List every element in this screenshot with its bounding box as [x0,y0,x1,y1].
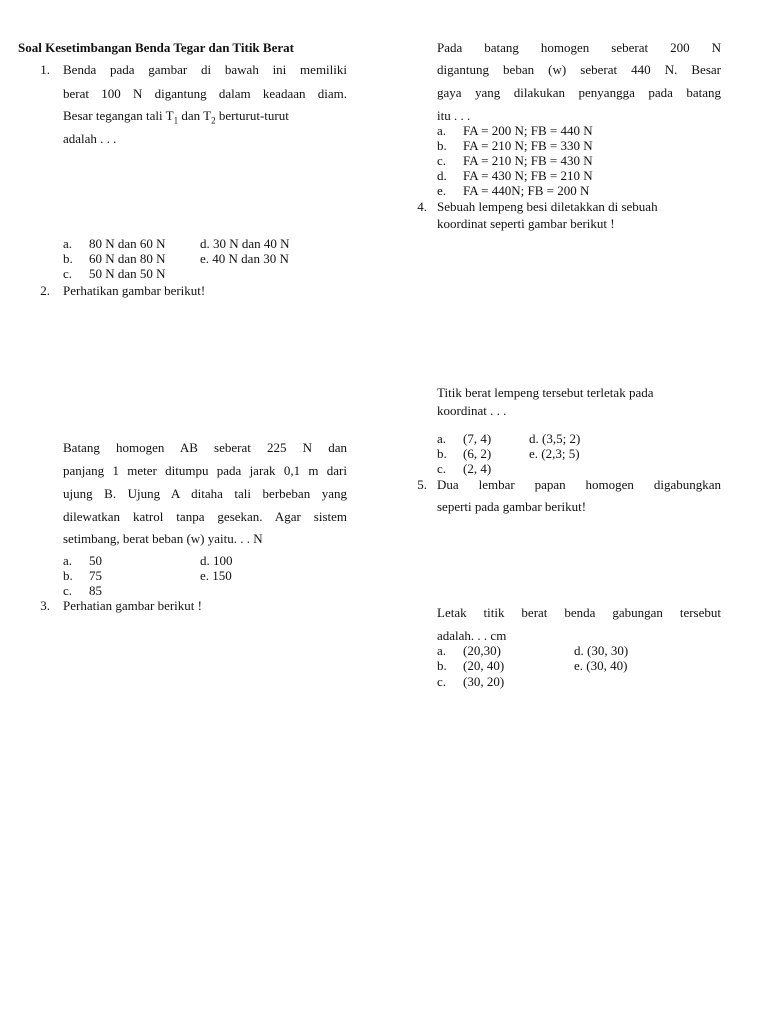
question-3-line-4: itu . . . [437,108,471,123]
question-3-intro: Perhatian gambar berikut ! [63,598,202,613]
question-5-option-d[interactable]: d. (30, 30) [574,643,629,658]
question-4-option-c[interactable]: c. (2, 4) [437,461,492,476]
question-4-number: 4. [417,199,427,214]
question-4-line-2: koordinat seperti gambar berikut ! [437,216,615,231]
question-5-option-a[interactable]: a. (20,30) [437,643,501,658]
question-2-line-2: panjang 1 meter ditumpu pada jarak 0,1 m dari [63,463,347,478]
question-4-line-1: Sebuah lempeng besi diletakkan di sebuah [437,199,658,214]
question-4-question-1: Titik berat lempeng tersebut terletak pada [437,385,654,400]
question-1-option-a[interactable]: a. 80 N dan 60 N [63,236,166,251]
question-2-line-4: dilewatkan katrol tanpa gesekan. Agar sistem [63,509,347,524]
question-1-option-b[interactable]: b. 60 N dan 80 N [63,251,166,266]
page-title: Soal Kesetimbangan Benda Tegar dan Titik Berat [18,40,294,55]
question-4-option-a[interactable]: a. (7, 4) [437,431,492,446]
question-4-question-2: koordinat . . . [437,403,507,418]
question-3-line-2: digantung beban (w) seberat 440 N. Besar [437,62,721,77]
question-3-option-a[interactable]: a. FA = 200 N; FB = 440 N [437,123,593,138]
question-5-option-c[interactable]: c. (30, 20) [437,674,505,689]
question-5-line-1: Dua lembar papan homogen digabungkan [437,477,721,492]
question-4-option-d[interactable]: d. (3,5; 2) [529,431,581,446]
question-2-option-e[interactable]: e. 150 [200,568,232,583]
question-5-line-2: seperti pada gambar berikut! [437,499,587,514]
question-3-option-b[interactable]: b. FA = 210 N; FB = 330 N [437,138,593,153]
question-1-number: 1. [40,62,50,77]
question-2-line-1: Batang homogen AB seberat 225 N dan [63,440,347,455]
question-1-line-3: Besar tegangan tali $T_1$ dan $T_2$ berturut-turut [63,108,289,126]
question-1-line-4: adalah . . . [63,131,117,146]
question-4-option-b[interactable]: b. (6, 2) [437,446,492,461]
question-1-option-c[interactable]: c. 50 N dan 50 N [63,266,166,281]
question-5-number: 5. [417,477,427,492]
question-1-option-e[interactable]: e. 40 N dan 30 N [200,251,289,266]
question-3-line-3: gaya yang dilakukan penyangga pada batang [437,85,721,100]
question-3-number: 3. [40,598,50,613]
question-5-option-e[interactable]: e. (30, 40) [574,658,628,673]
question-3-option-e[interactable]: e. FA = 440N; FB = 200 N [437,183,590,198]
question-2-line-3: ujung B. Ujung A ditaha tali berbeban yang [63,486,347,501]
question-2-intro: Perhatikan gambar berikut! [63,283,206,298]
question-5-option-b[interactable]: b. (20, 40) [437,658,505,673]
question-2-number: 2. [40,283,50,298]
question-1-line-1: Benda pada gambar di bawah ini memiliki [63,62,347,77]
question-5-question-2: adalah. . . cm [437,628,507,643]
question-2-option-d[interactable]: d. 100 [200,553,233,568]
question-2-option-a[interactable]: a. 50 [63,553,102,568]
question-2-line-5: setimbang, berat beban (w) yaitu. . . N [63,531,263,546]
question-3-option-d[interactable]: d. FA = 430 N; FB = 210 N [437,168,593,183]
question-3-option-c[interactable]: c. FA = 210 N; FB = 430 N [437,153,593,168]
question-1-line-2: berat 100 N digantung dalam keadaan diam. [63,86,347,101]
question-5-question-1: Letak titik berat benda gabungan tersebut [437,605,721,620]
question-2-option-b[interactable]: b. 75 [63,568,102,583]
question-2-option-c[interactable]: c. 85 [63,583,102,598]
question-3-line-1: Pada batang homogen seberat 200 N [437,40,721,55]
question-4-option-e[interactable]: e. (2,3; 5) [529,446,580,461]
question-1-option-d[interactable]: d. 30 N dan 40 N [200,236,290,251]
